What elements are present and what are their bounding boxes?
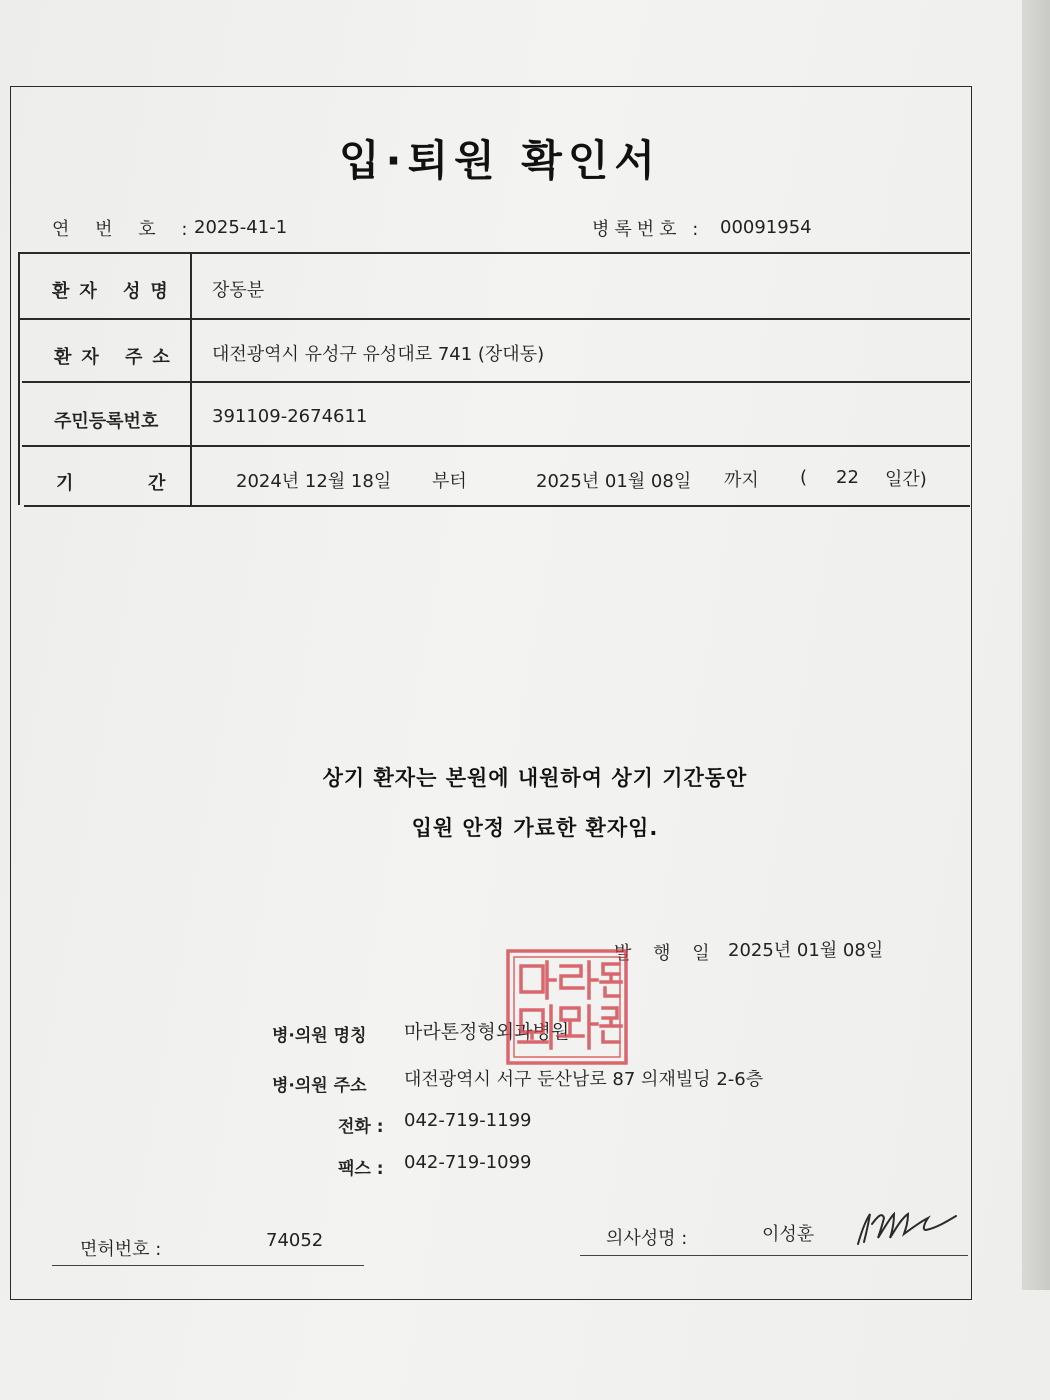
statement-line-2: 입원 안정 가료한 환자임. bbox=[411, 816, 659, 840]
period-from-date: 2024년 12월 18일 bbox=[236, 471, 392, 492]
table-row-divider bbox=[20, 318, 970, 320]
hospital-name: 마라톤정형외과병원 bbox=[404, 1021, 570, 1043]
period-to-date: 2025년 01월 08일 bbox=[536, 471, 692, 492]
days-suffix: 일간) bbox=[885, 469, 927, 490]
issue-date-label: 발 행 일 bbox=[614, 943, 718, 964]
table-row-divider bbox=[22, 381, 970, 383]
days-count: 22 bbox=[836, 467, 859, 488]
license-underline bbox=[52, 1265, 364, 1266]
fax-number: 042-719-1099 bbox=[404, 1152, 532, 1173]
table-left-border bbox=[18, 252, 20, 505]
doctor-underline bbox=[580, 1255, 968, 1256]
patient-address-label: 환자 주소 bbox=[54, 347, 180, 368]
fax-label: 팩스 : bbox=[338, 1159, 384, 1179]
page-edge-shadow bbox=[1022, 0, 1050, 1290]
patient-name-label: 환자 성명 bbox=[52, 281, 178, 302]
issue-date: 2025년 01월 08일 bbox=[728, 940, 884, 961]
table-row-divider bbox=[22, 445, 970, 447]
to-word: 까지 bbox=[724, 470, 759, 491]
doctor-label: 의사성명 : bbox=[606, 1228, 688, 1249]
doctor-name: 이성훈 bbox=[762, 1224, 815, 1245]
serial-label: 연 번 호 : bbox=[52, 219, 198, 240]
record-value: 00091954 bbox=[720, 217, 812, 238]
hospital-name-label: 병·의원 명칭 bbox=[272, 1026, 367, 1046]
resident-number: 391109-2674611 bbox=[212, 406, 368, 427]
phone-number: 042-719-1199 bbox=[404, 1110, 532, 1131]
license-label: 면허번호 : bbox=[80, 1239, 162, 1260]
table-bottom-border bbox=[24, 505, 970, 507]
serial-value: 2025-41-1 bbox=[194, 217, 288, 238]
table-top-border bbox=[18, 252, 970, 254]
document-title: 입·퇴원 확인서 bbox=[338, 136, 661, 185]
resident-number-label: 주민등록번호 bbox=[54, 411, 159, 432]
table-column-divider bbox=[190, 252, 192, 505]
statement-line-1: 상기 환자는 본원에 내원하여 상기 기간동안 bbox=[322, 766, 748, 790]
doctor-signature bbox=[852, 1200, 960, 1252]
patient-address: 대전광역시 유성구 유성대로 741 (장대동) bbox=[212, 344, 545, 365]
license-number: 74052 bbox=[266, 1230, 324, 1251]
hospital-address: 대전광역시 서구 둔산남로 87 의재빌딩 2-6층 bbox=[404, 1069, 764, 1090]
phone-label: 전화 : bbox=[338, 1117, 384, 1137]
from-word: 부터 bbox=[432, 471, 467, 492]
period-label-first: 기 bbox=[56, 473, 74, 494]
open-paren: ( bbox=[800, 467, 808, 488]
record-label: 병록번호 : bbox=[592, 219, 704, 240]
hospital-address-label: 병·의원 주소 bbox=[272, 1076, 367, 1096]
hospital-seal bbox=[505, 948, 629, 1066]
patient-name: 장동분 bbox=[212, 280, 265, 301]
period-label-second: 간 bbox=[148, 473, 166, 494]
